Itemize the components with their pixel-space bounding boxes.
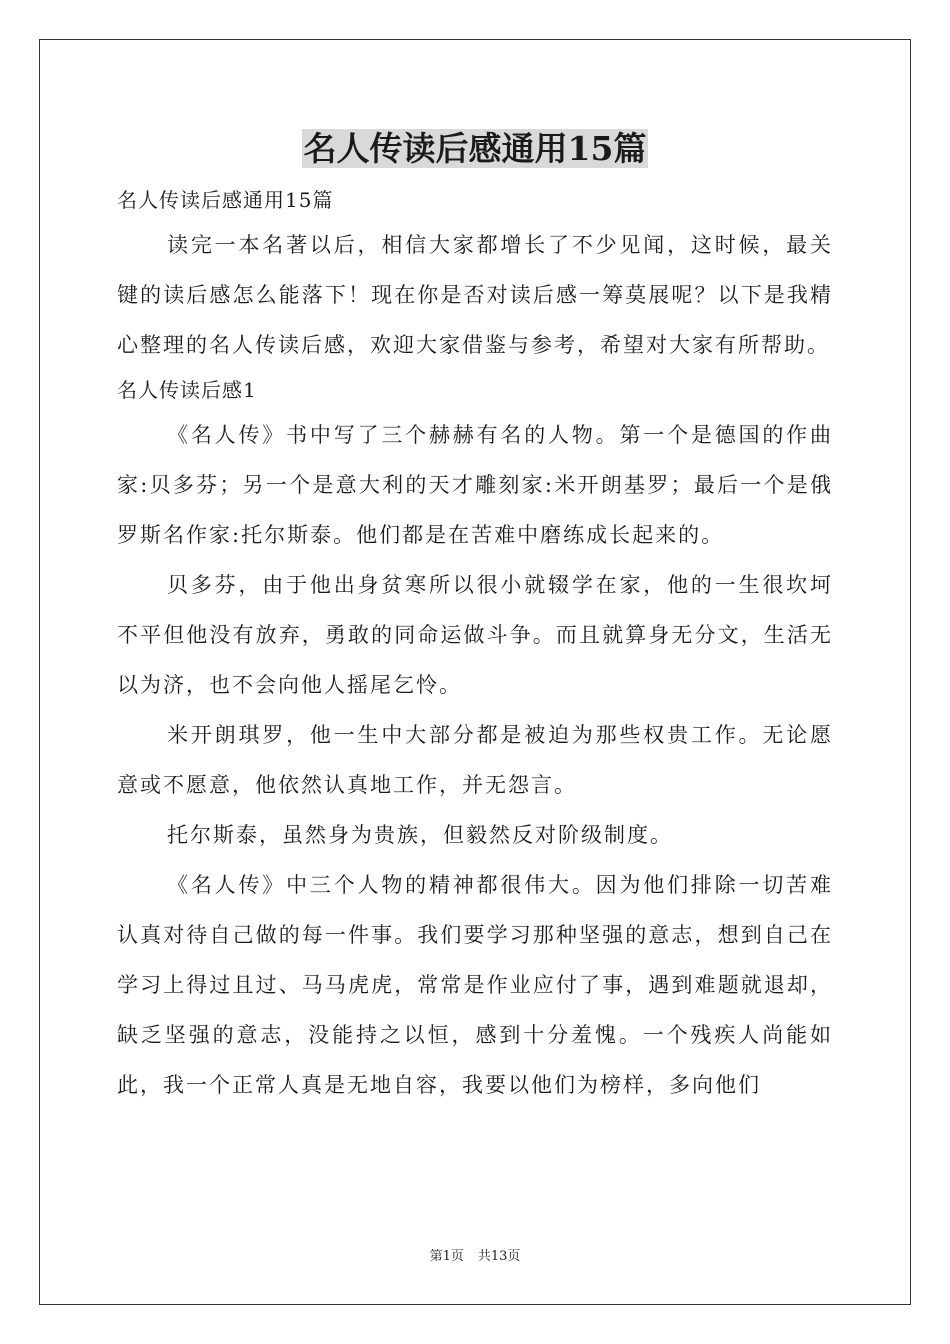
body-paragraph: 《名人传》书中写了三个赫赫有名的人物。第一个是德国的作曲家:贝多芬；另一个是意大利的天才雕刻家:米开朗基罗；最后一个是俄罗斯名作家:托尔斯泰。他们都是在苦难中磨练成长起来的。 [117,423,833,547]
intro-paragraph: 读完一本名著以后，相信大家都增长了不少见闻，这时候，最关键的读后感怎么能落下！现在你是否对读后感一筹莫展呢？以下是我精心整理的名人传读后感，欢迎大家借鉴与参考，希望对大家有所帮助。 [117,233,833,357]
page-number: 第1页 [429,1249,464,1264]
page-total: 共13页 [477,1249,521,1264]
section-heading: 名人传读后感1 [117,378,257,402]
page-footer [0,1247,950,1267]
document-subtitle: 名人传读后感通用15篇 [117,188,334,212]
body-paragraph: 托尔斯泰，虽然身为贵族，但毅然反对阶级制度。 [167,823,673,847]
body-paragraph: 贝多芬，由于他出身贫寒所以很小就辍学在家，他的一生很坎坷不平但他没有放弃，勇敢的同命运做斗争。而且就算身无分文，生活无以为济，也不会向他人摇尾乞怜。 [117,573,833,697]
body-paragraph: 米开朗琪罗，他一生中大部分都是被迫为那些权贵工作。无论愿意或不愿意，他依然认真地工作，并无怨言。 [117,723,833,797]
body-paragraph: 《名人传》中三个人物的精神都很伟大。因为他们排除一切苦难认真对待自己做的每一件事。我们要学习那种坚强的意志，想到自己在学习上得过且过、马马虎虎，常常是作业应付了事，遇到难题就退却，缺乏坚强的意志，没能持之以恒，感到十分羞愧。一个残疾人尚能如此，我一个正常人真是无地自容，我要以他们为榜样，多向他们 [117,873,833,1097]
document-title-text: 名人传读后感通用15篇 [303,129,647,168]
document-body [117,180,833,1110]
document-title [0,124,950,174]
